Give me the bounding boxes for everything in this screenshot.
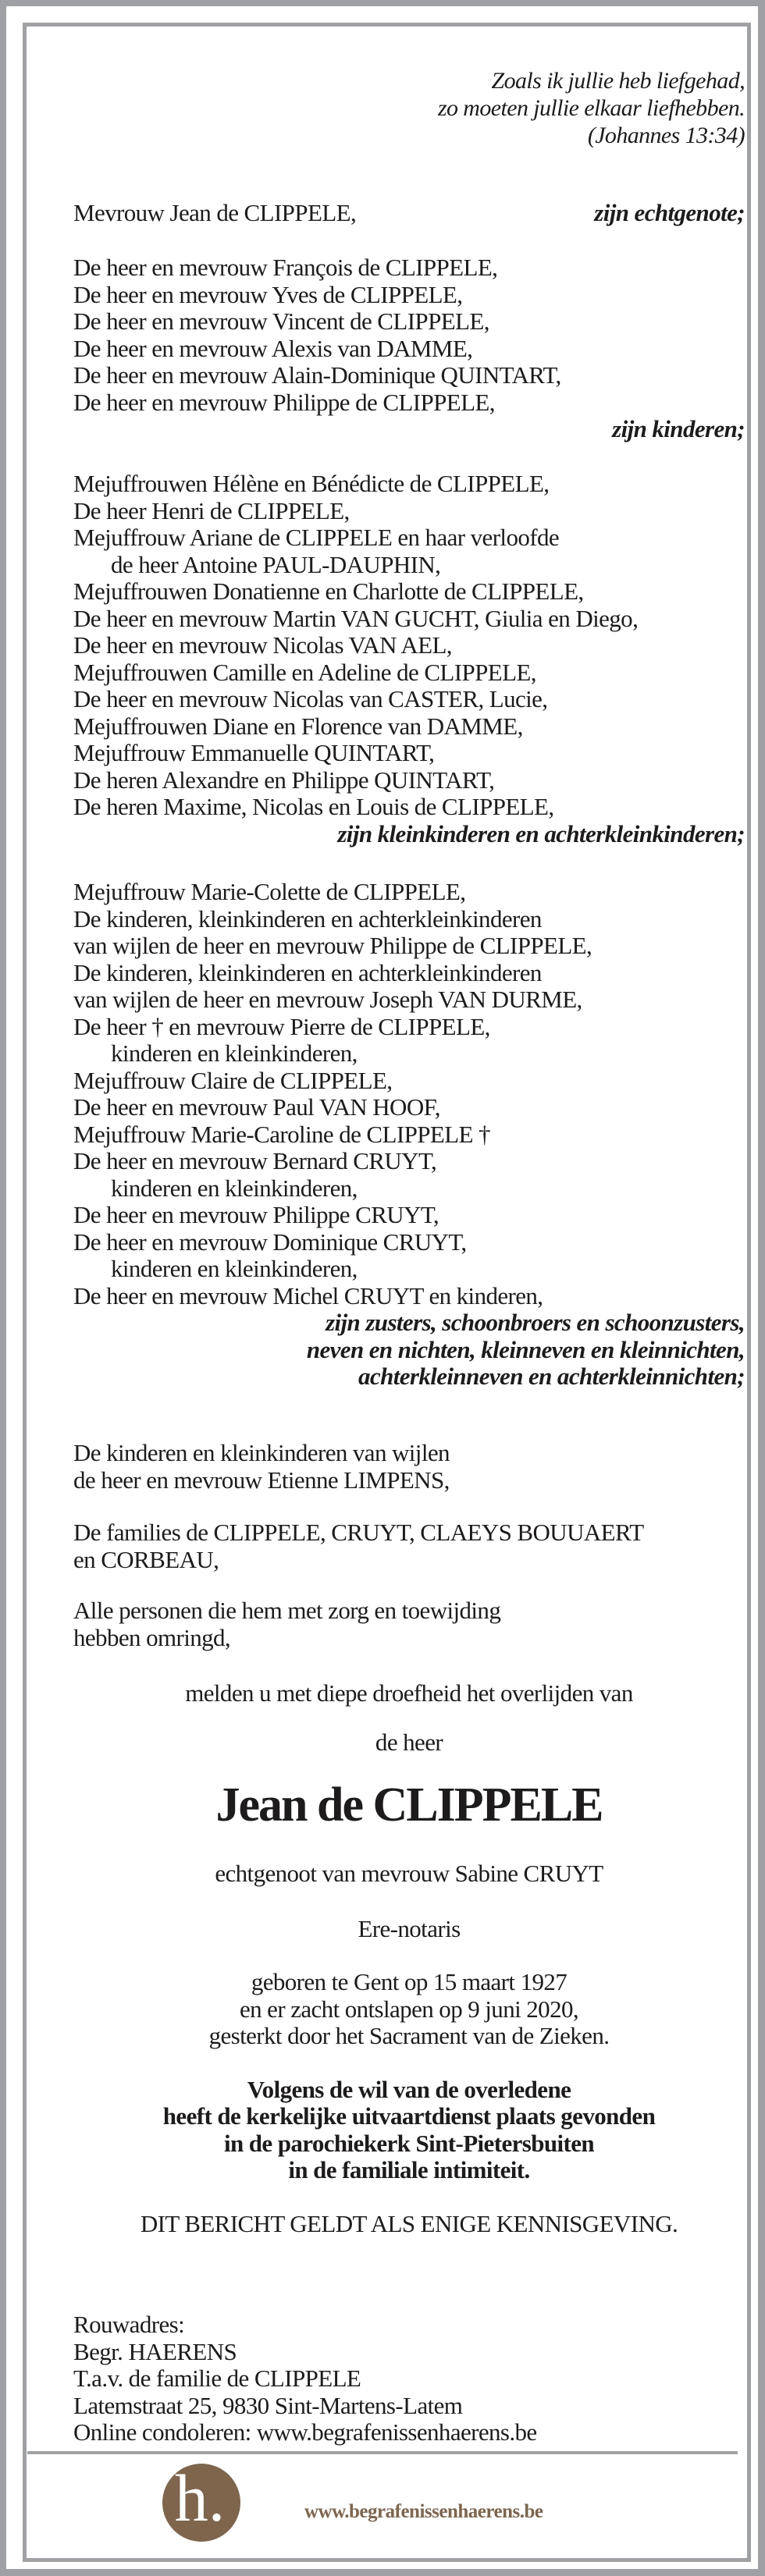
- family-line: kinderen en kleinkinderen,: [111, 1039, 358, 1067]
- family-line: De heer en mevrouw Martin VAN GUCHT, Giulia en Diego,: [73, 604, 639, 632]
- family-line: Mejuffrouw Marie-Colette de CLIPPELE,: [73, 878, 466, 905]
- funeral-line: heeft de kerkelijke uitvaartdienst plaats gevonden: [162, 2102, 656, 2130]
- announcement-intro: melden u met diepe droefheid het overlijden van: [185, 1679, 633, 1707]
- family-line: hebben omringd,: [73, 1623, 231, 1651]
- address-block: [73, 2311, 745, 2446]
- children-block: [73, 254, 745, 443]
- siblings-relation: zijn zusters, schoonbroers en schoonzusters,: [326, 1309, 745, 1336]
- address-heading: Rouwadres:: [73, 2311, 185, 2338]
- family-line: en CORBEAU,: [73, 1545, 219, 1573]
- family-line: De heer en mevrouw Paul VAN HOOF,: [73, 1093, 440, 1121]
- spouse-relation: zijn echtgenote;: [594, 199, 745, 226]
- siblings-relation: neven en nichten, kleinneven en kleinnichten,: [306, 1335, 745, 1363]
- family-line: Mejuffrouwen Camille en Adeline de CLIPPELE,: [73, 658, 536, 686]
- family-line: Mejuffrouw Ariane de CLIPPELE en haar verloofde: [73, 524, 560, 551]
- footer-website-link[interactable]: www.begrafenissenhaerens.be: [304, 2501, 543, 2522]
- family-line: De heren Maxime, Nicolas en Louis de CLIPPELE,: [73, 793, 554, 820]
- address-line: T.a.v. de familie de CLIPPELE: [73, 2365, 361, 2392]
- announcement-block: [73, 1680, 745, 2237]
- life-line: en er zacht ontslapen op 9 juni 2020,: [239, 1995, 579, 2023]
- obituary-paper: [6, 6, 758, 2569]
- quote-line: Zoals ik jullie heb liefgehad,: [491, 68, 745, 94]
- deceased-spouse: echtgenoot van mevrouw Sabine CRUYT: [215, 1860, 603, 1887]
- obituary-frame: [23, 23, 751, 2562]
- family-line: De kinderen, kleinkinderen en achterkleinkinderen: [73, 958, 542, 986]
- life-line: gesterkt door het Sacrament van de Zieken.: [208, 2022, 610, 2049]
- family-line: De families de CLIPPELE, CRUYT, CLAEYS BOUUAERT: [73, 1519, 644, 1546]
- siblings-relation: achterkleinneven en achterkleinnichten;: [358, 1363, 745, 1390]
- family-line: De heer en mevrouw Alain-Dominique QUINTART,: [73, 361, 561, 389]
- siblings-block: [73, 879, 745, 1391]
- deceased-name: Jean de CLIPPELE: [215, 1778, 603, 1832]
- funeral-line: in de parochiekerk Sint-Pietersbuiten: [223, 2129, 595, 2157]
- limpens-block: [73, 1440, 745, 1494]
- funeral-home-logo-icon: [162, 2464, 240, 2542]
- logo-letter: h.: [174, 2464, 226, 2535]
- family-line: Alle personen die hem met zorg en toewijding: [73, 1597, 501, 1624]
- family-line: De heer en mevrouw Nicolas VAN AEL,: [73, 631, 452, 659]
- family-line: De kinderen, kleinkinderen en achterkleinkinderen: [73, 904, 542, 933]
- quote-line: zo moeten jullie elkaar liefhebben.: [437, 95, 745, 121]
- family-line: De heer en mevrouw Yves de CLIPPELE,: [73, 280, 463, 308]
- quote-reference: (Johannes 13:34): [587, 123, 745, 148]
- family-line: kinderen en kleinkinderen,: [111, 1255, 358, 1282]
- family-line: De heer en mevrouw Alexis van DAMME,: [73, 334, 473, 362]
- family-line: De heer en mevrouw Philippe CRUYT,: [73, 1201, 439, 1228]
- family-line: De heer en mevrouw François de CLIPPELE,: [73, 254, 498, 281]
- family-line: De heer en mevrouw Dominique CRUYT,: [73, 1228, 467, 1256]
- family-line: de heer Antoine PAUL-DAUPHIN,: [111, 550, 441, 578]
- family-line: Mejuffrouw Emmanuelle QUINTART,: [73, 739, 435, 766]
- condolence-link[interactable]: Online condoleren: www.begrafenissenhaerens.be: [73, 2418, 537, 2446]
- funeral-line: in de familiale intimiteit.: [288, 2156, 530, 2183]
- footer-divider: [27, 2451, 738, 2454]
- deceased-title: de heer: [375, 1728, 443, 1756]
- family-line: De heer † en mevrouw Pierre de CLIPPELE,: [73, 1012, 490, 1040]
- address-line: Latemstraat 25, 9830 Sint-Martens-Latem: [73, 2391, 463, 2419]
- spouse-name: Mevrouw Jean de CLIPPELE,: [73, 199, 357, 226]
- family-line: van wijlen de heer en mevrouw Joseph VAN DURME,: [73, 986, 582, 1013]
- family-line: van wijlen de heer en mevrouw Philippe de CLIPPELE,: [73, 932, 592, 959]
- family-line: De kinderen en kleinkinderen van wijlen: [73, 1439, 450, 1466]
- family-line: De heer en mevrouw Vincent de CLIPPELE,: [73, 307, 489, 335]
- family-line: De heer Henri de CLIPPELE,: [73, 496, 350, 524]
- family-line: De heer en mevrouw Nicolas van CASTER, Lucie,: [73, 685, 548, 712]
- children-relation: zijn kinderen;: [612, 415, 745, 442]
- family-line: kinderen en kleinkinderen,: [111, 1174, 358, 1202]
- spouse-row: [73, 200, 745, 227]
- life-line: geboren te Gent op 15 maart 1927: [251, 1968, 568, 1995]
- address-line: Begr. HAERENS: [73, 2337, 237, 2365]
- family-line: De heren Alexandre en Philippe QUINTART,: [73, 766, 495, 794]
- grandchildren-relation: zijn kleinkinderen en achterkleinkinderen;: [337, 819, 745, 847]
- notice-line: DIT BERICHT GELDT ALS ENIGE KENNISGEVING.: [140, 2209, 678, 2237]
- family-line: Mejuffrouwen Donatienne en Charlotte de CLIPPELE,: [73, 577, 584, 605]
- families-block: [73, 1519, 745, 1573]
- caregivers-block: [73, 1597, 745, 1651]
- family-line: Mejuffrouwen Hélène en Bénédicte de CLIPPELE,: [73, 470, 550, 497]
- family-line: Mejuffrouw Marie-Caroline de CLIPPELE †: [73, 1120, 490, 1148]
- family-line: Mejuffrouw Claire de CLIPPELE,: [73, 1066, 393, 1094]
- family-line: De heer en mevrouw Bernard CRUYT,: [73, 1147, 437, 1174]
- family-line: Mejuffrouwen Diane en Florence van DAMME,: [73, 712, 523, 740]
- family-line: De heer en mevrouw Michel CRUYT en kinderen,: [73, 1281, 543, 1309]
- family-line: de heer en mevrouw Etienne LIMPENS,: [73, 1466, 450, 1494]
- grandchildren-block: [73, 471, 745, 847]
- family-line: De heer en mevrouw Philippe de CLIPPELE,: [73, 388, 495, 416]
- funeral-line: Volgens de wil van de overledene: [247, 2075, 571, 2103]
- deceased-profession: Ere-notaris: [358, 1914, 461, 1942]
- bible-quote: [438, 67, 745, 149]
